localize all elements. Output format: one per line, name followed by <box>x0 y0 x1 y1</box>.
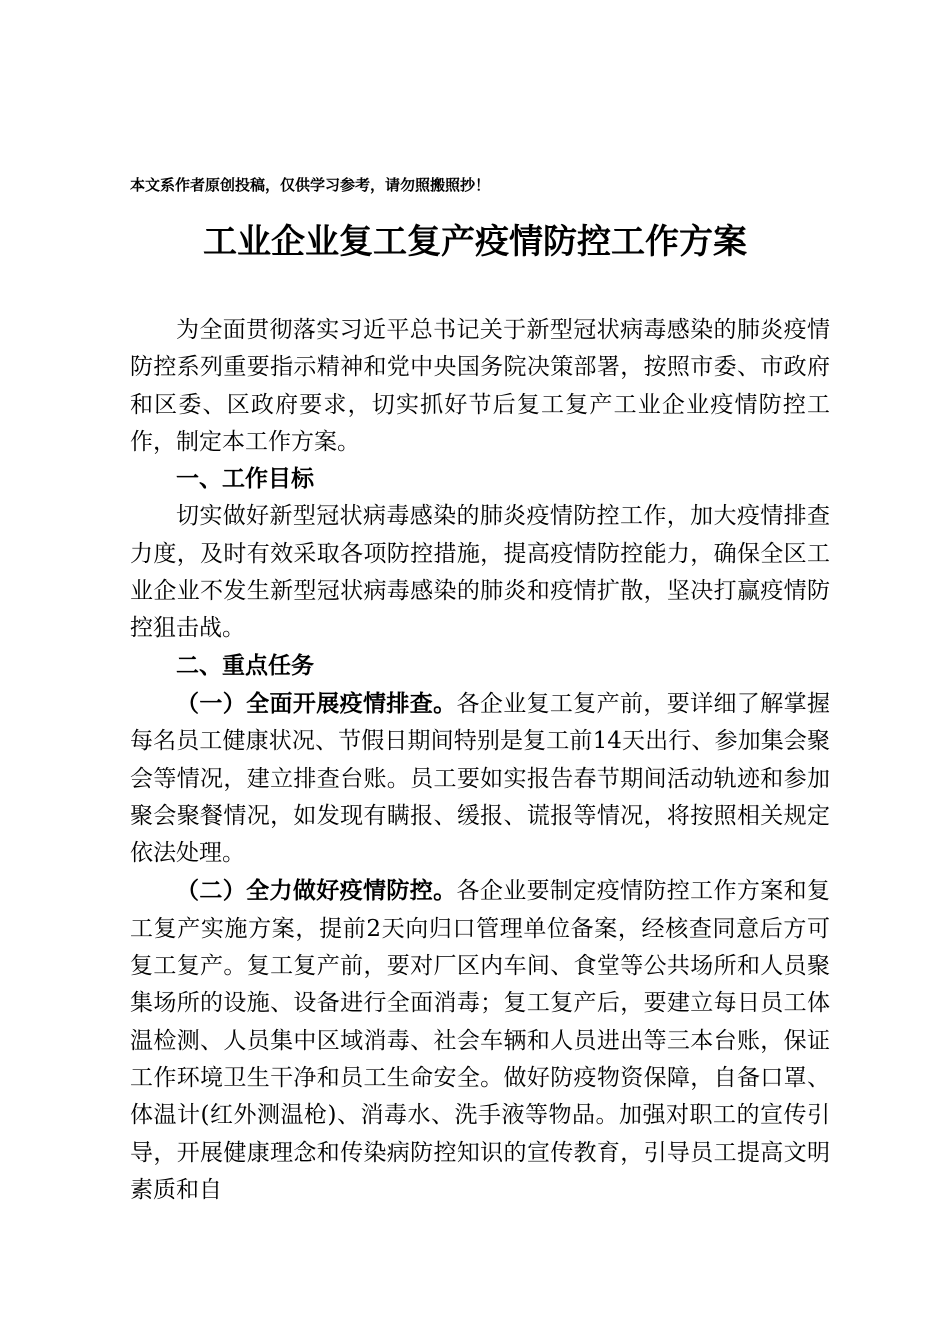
task-1-paragraph <box>130 685 830 872</box>
intro-paragraph: 为全面贯彻落实习近平总书记关于新型冠状病毒感染的肺炎疫情防控系列重要指示精神和党中央国务院决策部署，按照市委、市政府和区委、区政府要求，切实抓好节后复工复产工业企业疫情防控工作，制定本工作方案。 <box>130 317 830 455</box>
goals-paragraph: 切实做好新型冠状病毒感染的肺炎疫情防控工作，加大疫情排查力度，及时有效采取各项防控措施，提高疫情防控能力，确保全区工业企业不发生新型冠状病毒感染的肺炎和疫情扩散，坚决打赢疫情防控狙击战。 <box>130 503 830 642</box>
copyright-notice: 本文系作者原创投稿，仅供学习参考，请勿照搬照抄！ <box>130 176 491 194</box>
document-body <box>130 312 830 1209</box>
task-1-lead: （一）全面开展疫情排查。 <box>176 689 457 717</box>
task-2-lead: （二）全力做好疫情防控。 <box>176 877 457 905</box>
task-2-paragraph <box>130 872 830 1209</box>
task-2-text: 各企业要制定疫情防控工作方案和复工复产实施方案，提前2天向归口管理单位备案，经核查同意后方可复工复产。复工复产前，要对厂区内车间、食堂等公共场所和人员聚集场所的设施、设备进行全面消毒；复工复产后，要建立每日员工体温检测、人员集中区域消毒、社会车辆和人员进出等三本台账，保证工作环境卫生干净和员工生命安全。做好防疫物资保障，自备口罩、体温计(红外测温枪)、消毒水、洗手液等物品。加强对职工的宣传引导，开展健康理念和传染病防控知识的宣传教育，引导员工提高文明素质和自 <box>130 878 831 1203</box>
section-heading-tasks: 二、重点任务 <box>176 652 314 679</box>
document-title: 工业企业复工复产疫情防控工作方案 <box>203 222 747 262</box>
section-heading-goals: 一、工作目标 <box>176 466 314 493</box>
task-1-text: 各企业复工复产前，要详细了解掌握每名员工健康状况、节假日期间特别是复工前14天出行、参加集会聚会等情况，建立排查台账。员工要如实报告春节期间活动轨迹和参加聚会聚餐情况，如发现有瞒报、缓报、谎报等情况，将按照相关规定依法处理。 <box>130 690 831 867</box>
